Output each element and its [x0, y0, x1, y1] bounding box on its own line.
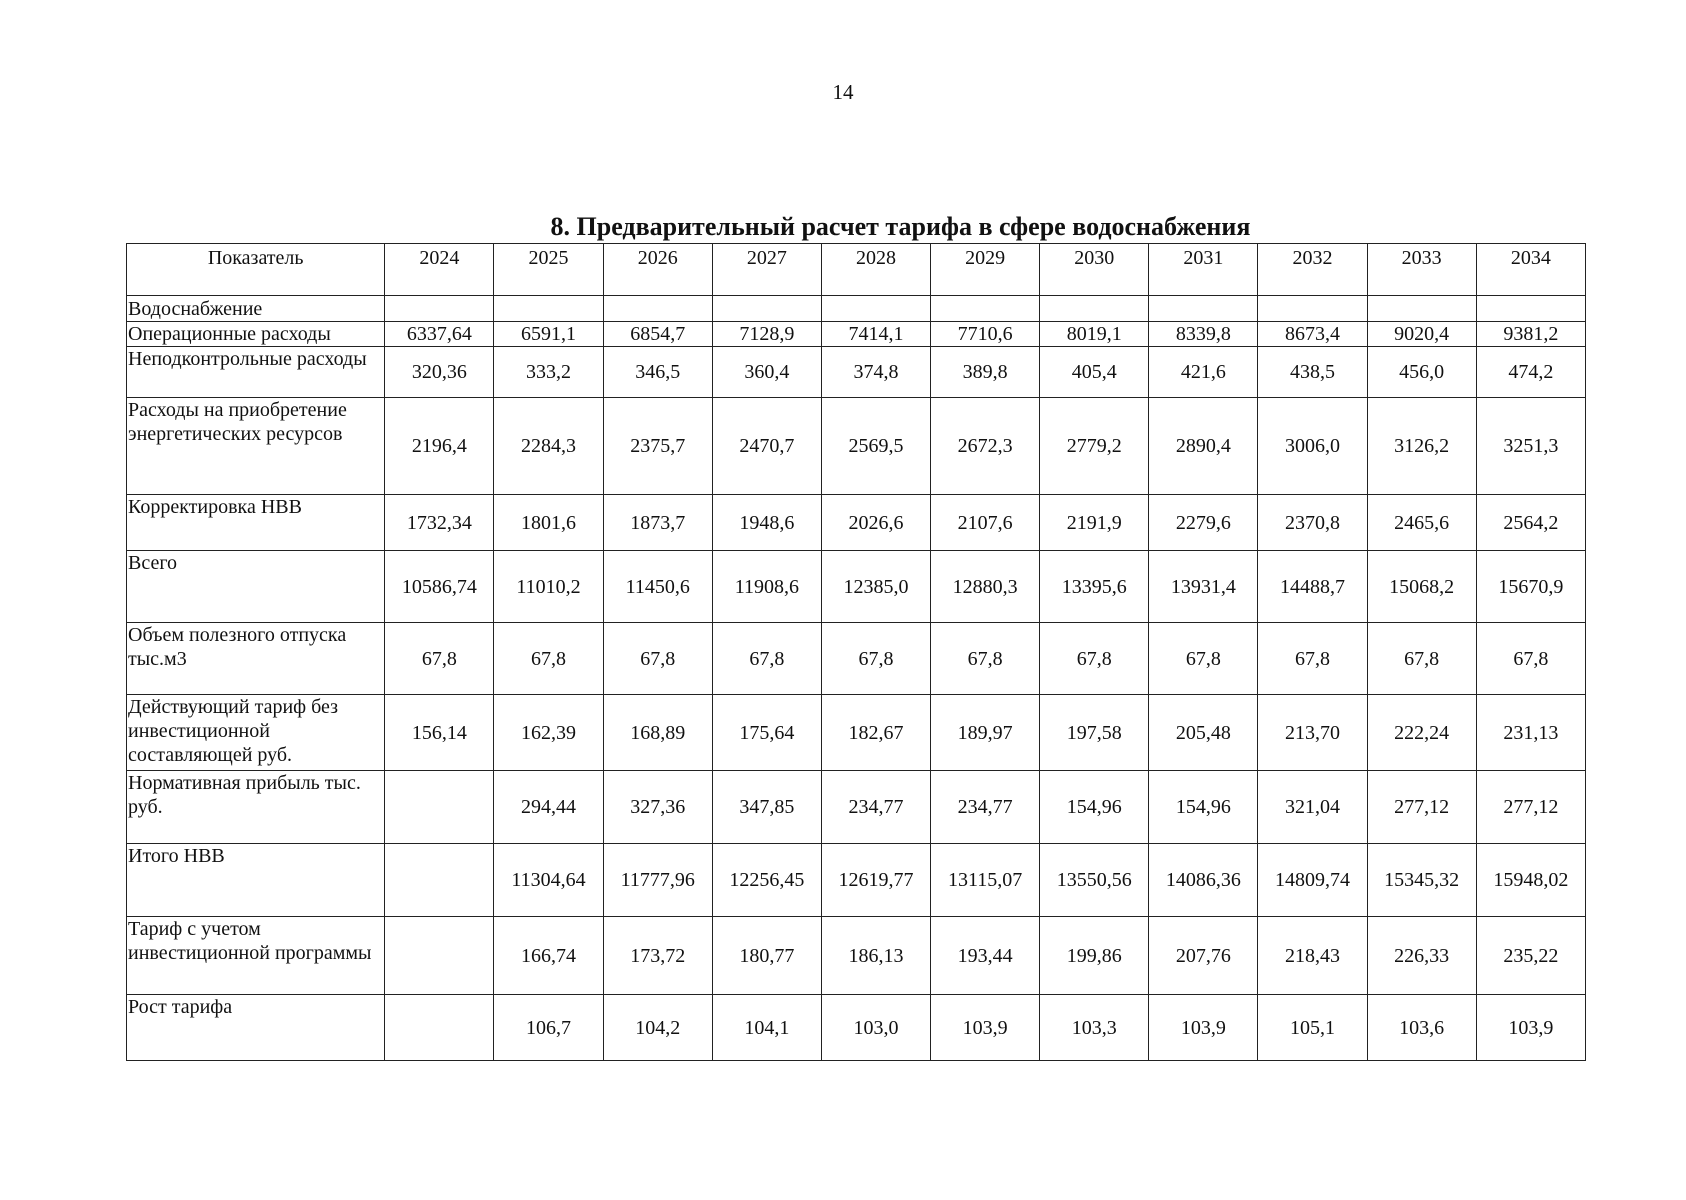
value-cell: 7710,6: [931, 322, 1040, 347]
value-cell: 166,74: [494, 917, 603, 995]
row-label: Нормативная прибыль тыс. руб.: [127, 771, 385, 844]
value-cell: 3251,3: [1476, 398, 1585, 495]
value-cell: 12385,0: [821, 551, 930, 623]
value-cell: 231,13: [1476, 695, 1585, 771]
value-cell: 13395,6: [1040, 551, 1149, 623]
header-year: 2033: [1367, 244, 1476, 296]
value-cell: 168,89: [603, 695, 712, 771]
value-cell: 456,0: [1367, 347, 1476, 398]
row-tariff-growth: [127, 995, 1586, 1061]
value-cell: 9381,2: [1476, 322, 1585, 347]
value-cell: 173,72: [603, 917, 712, 995]
value-cell: 15068,2: [1367, 551, 1476, 623]
value-cell: 8673,4: [1258, 322, 1367, 347]
value-cell: 360,4: [712, 347, 821, 398]
value-cell: 1732,34: [385, 495, 494, 551]
value-cell: 156,14: [385, 695, 494, 771]
value-cell: 103,3: [1040, 995, 1149, 1061]
value-cell: 346,5: [603, 347, 712, 398]
header-year: 2026: [603, 244, 712, 296]
value-cell: 15345,32: [1367, 844, 1476, 917]
row-supply-volume: [127, 623, 1586, 695]
value-cell: 175,64: [712, 695, 821, 771]
row-label: Итого НВВ: [127, 844, 385, 917]
value-cell: 67,8: [1258, 623, 1367, 695]
value-cell: 321,04: [1258, 771, 1367, 844]
value-cell: 235,22: [1476, 917, 1585, 995]
value-cell: 234,77: [821, 771, 930, 844]
value-cell: 2779,2: [1040, 398, 1149, 495]
value-cell: 374,8: [821, 347, 930, 398]
value-cell: 180,77: [712, 917, 821, 995]
value-cell: 2375,7: [603, 398, 712, 495]
value-cell: 106,7: [494, 995, 603, 1061]
value-cell: 2279,6: [1149, 495, 1258, 551]
value-cell: 103,9: [931, 995, 1040, 1061]
header-year: 2034: [1476, 244, 1585, 296]
row-label: Объем полезного отпуска тыс.м3: [127, 623, 385, 695]
value-cell: 162,39: [494, 695, 603, 771]
row-total-nvv: [127, 844, 1586, 917]
value-cell: 12880,3: [931, 551, 1040, 623]
row-operating-expenses: [127, 322, 1586, 347]
value-cell: 14086,36: [1149, 844, 1258, 917]
row-normative-profit: [127, 771, 1586, 844]
row-energy-expenses: [127, 398, 1586, 495]
value-cell: 154,96: [1149, 771, 1258, 844]
value-cell: 226,33: [1367, 917, 1476, 995]
value-cell: 277,12: [1367, 771, 1476, 844]
value-cell: 1873,7: [603, 495, 712, 551]
header-year: 2027: [712, 244, 821, 296]
value-cell: 67,8: [1040, 623, 1149, 695]
row-label: Корректировка НВВ: [127, 495, 385, 551]
value-cell: 333,2: [494, 347, 603, 398]
value-cell: 104,2: [603, 995, 712, 1061]
value-cell: 15948,02: [1476, 844, 1585, 917]
value-cell: 15670,9: [1476, 551, 1585, 623]
value-cell: 67,8: [603, 623, 712, 695]
value-cell: 11304,64: [494, 844, 603, 917]
value-cell: 347,85: [712, 771, 821, 844]
value-cell: 3006,0: [1258, 398, 1367, 495]
value-cell: 67,8: [385, 623, 494, 695]
value-cell: 294,44: [494, 771, 603, 844]
value-cell: 103,9: [1476, 995, 1585, 1061]
value-cell: 14809,74: [1258, 844, 1367, 917]
value-cell: 213,70: [1258, 695, 1367, 771]
value-cell: 67,8: [821, 623, 930, 695]
value-cell: 193,44: [931, 917, 1040, 995]
value-cell: 7128,9: [712, 322, 821, 347]
value-cell: 9020,4: [1367, 322, 1476, 347]
value-cell: 389,8: [931, 347, 1040, 398]
value-cell: 6591,1: [494, 322, 603, 347]
value-cell: 11908,6: [712, 551, 821, 623]
row-label: Рост тарифа: [127, 995, 385, 1061]
value-cell: 67,8: [1476, 623, 1585, 695]
value-cell: 327,36: [603, 771, 712, 844]
group-row: [127, 296, 1586, 322]
value-cell: 2470,7: [712, 398, 821, 495]
row-label: Всего: [127, 551, 385, 623]
value-cell: [385, 771, 494, 844]
value-cell: 2569,5: [821, 398, 930, 495]
value-cell: 438,5: [1258, 347, 1367, 398]
header-year: 2025: [494, 244, 603, 296]
value-cell: 2107,6: [931, 495, 1040, 551]
row-label: Тариф с учетом инвестиционной программы: [127, 917, 385, 995]
header-label: Показатель: [127, 244, 385, 296]
value-cell: 13115,07: [931, 844, 1040, 917]
value-cell: 67,8: [1149, 623, 1258, 695]
header-row: [127, 244, 1586, 296]
value-cell: 186,13: [821, 917, 930, 995]
row-current-tariff: [127, 695, 1586, 771]
value-cell: 207,76: [1149, 917, 1258, 995]
value-cell: [385, 844, 494, 917]
value-cell: 3126,2: [1367, 398, 1476, 495]
value-cell: [385, 995, 494, 1061]
value-cell: 199,86: [1040, 917, 1149, 995]
row-total: [127, 551, 1586, 623]
value-cell: 320,36: [385, 347, 494, 398]
value-cell: 12256,45: [712, 844, 821, 917]
value-cell: 103,9: [1149, 995, 1258, 1061]
value-cell: 2465,6: [1367, 495, 1476, 551]
value-cell: 8019,1: [1040, 322, 1149, 347]
value-cell: 6337,64: [385, 322, 494, 347]
value-cell: 12619,77: [821, 844, 930, 917]
value-cell: 105,1: [1258, 995, 1367, 1061]
row-label: Расходы на приобретение энергетических ресурсов: [127, 398, 385, 495]
header-year: 2031: [1149, 244, 1258, 296]
value-cell: 67,8: [494, 623, 603, 695]
page-number: 14: [832, 80, 854, 104]
value-cell: 2564,2: [1476, 495, 1585, 551]
row-uncontrolled-expenses: [127, 347, 1586, 398]
value-cell: 205,48: [1149, 695, 1258, 771]
value-cell: 103,6: [1367, 995, 1476, 1061]
value-cell: 234,77: [931, 771, 1040, 844]
value-cell: 11450,6: [603, 551, 712, 623]
row-label: Действующий тариф без инвестиционной составляющей руб.: [127, 695, 385, 771]
value-cell: 10586,74: [385, 551, 494, 623]
row-tariff-with-investment: [127, 917, 1586, 995]
value-cell: 189,97: [931, 695, 1040, 771]
value-cell: 2284,3: [494, 398, 603, 495]
value-cell: 67,8: [712, 623, 821, 695]
row-nvv-correction: [127, 495, 1586, 551]
value-cell: 67,8: [931, 623, 1040, 695]
value-cell: 11777,96: [603, 844, 712, 917]
value-cell: 14488,7: [1258, 551, 1367, 623]
value-cell: 222,24: [1367, 695, 1476, 771]
header-year: 2029: [931, 244, 1040, 296]
value-cell: 218,43: [1258, 917, 1367, 995]
value-cell: 7414,1: [821, 322, 930, 347]
value-cell: 13931,4: [1149, 551, 1258, 623]
value-cell: 6854,7: [603, 322, 712, 347]
value-cell: 2196,4: [385, 398, 494, 495]
value-cell: 104,1: [712, 995, 821, 1061]
header-year: 2032: [1258, 244, 1367, 296]
value-cell: 182,67: [821, 695, 930, 771]
header-year: 2028: [821, 244, 930, 296]
header-year: 2030: [1040, 244, 1149, 296]
value-cell: [385, 917, 494, 995]
row-label: Операционные расходы: [127, 322, 385, 347]
value-cell: 13550,56: [1040, 844, 1149, 917]
value-cell: 11010,2: [494, 551, 603, 623]
value-cell: 103,0: [821, 995, 930, 1061]
value-cell: 277,12: [1476, 771, 1585, 844]
value-cell: 1948,6: [712, 495, 821, 551]
value-cell: 421,6: [1149, 347, 1258, 398]
value-cell: 2672,3: [931, 398, 1040, 495]
group-label: Водоснабжение: [127, 296, 385, 322]
tariff-table: [126, 243, 1586, 1061]
value-cell: 2026,6: [821, 495, 930, 551]
value-cell: 2370,8: [1258, 495, 1367, 551]
value-cell: 474,2: [1476, 347, 1585, 398]
header-year: 2024: [385, 244, 494, 296]
value-cell: 154,96: [1040, 771, 1149, 844]
value-cell: 8339,8: [1149, 322, 1258, 347]
row-label: Неподконтрольные расходы: [127, 347, 385, 398]
value-cell: 67,8: [1367, 623, 1476, 695]
table-title: 8. Предварительный расчет тарифа в сфере водоснабжения: [550, 212, 1251, 241]
value-cell: 2890,4: [1149, 398, 1258, 495]
value-cell: 1801,6: [494, 495, 603, 551]
value-cell: 2191,9: [1040, 495, 1149, 551]
value-cell: 197,58: [1040, 695, 1149, 771]
value-cell: 405,4: [1040, 347, 1149, 398]
